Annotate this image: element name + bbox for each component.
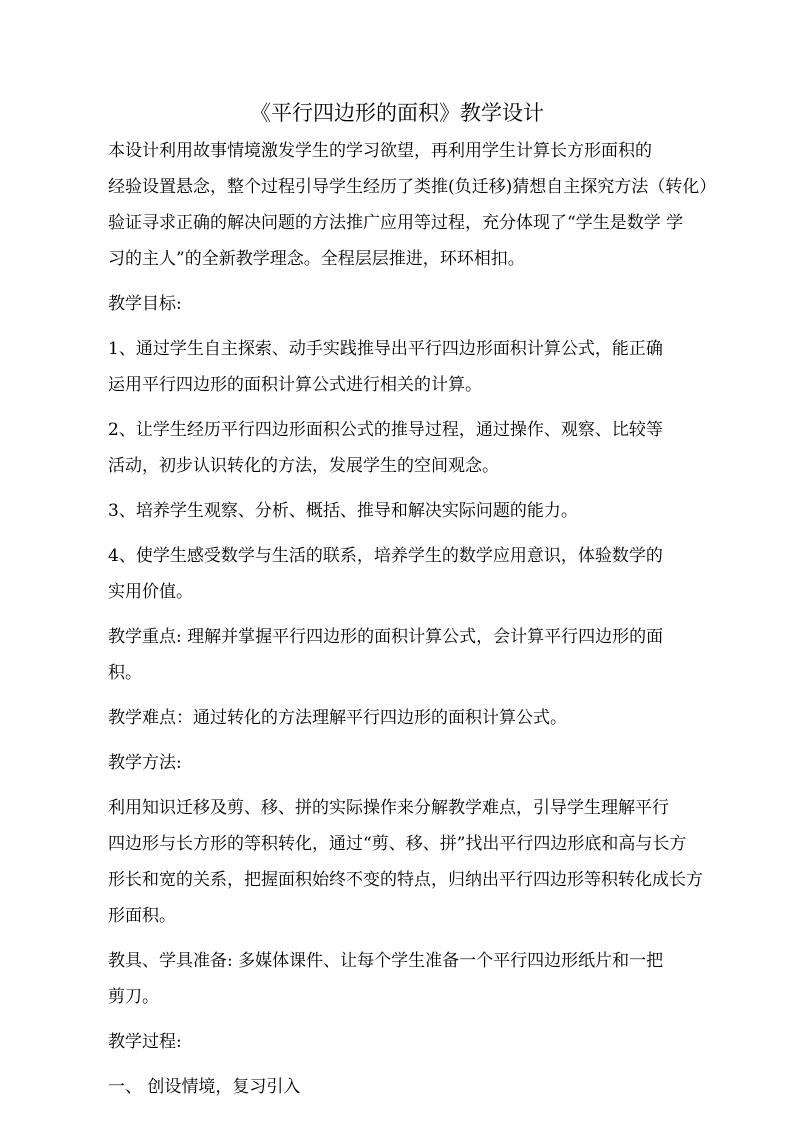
text-line: 2、让学生经历平行四边形面积公式的推导过程，通过操作、观察、比较等 (108, 420, 663, 440)
objective-2 (70, 412, 724, 484)
difficulty-paragraph (70, 700, 724, 736)
section-1-heading: 一、 创设情境，复习引入 (108, 1077, 301, 1097)
text-line: 剪刀。 (108, 987, 159, 1007)
objective-3 (70, 493, 724, 529)
text-line: 教学难点：通过转化的方法理解平行四边形的面积计算公式。 (108, 708, 567, 728)
objectives-heading: 教学目标: (108, 294, 182, 314)
intro-paragraph (70, 133, 724, 277)
objective-4 (70, 538, 724, 610)
text-line: 实用价值。 (108, 582, 193, 602)
text-line: 形面积。 (108, 906, 176, 926)
text-line: 活动，初步认识转化的方法，发展学生的空间观念。 (108, 456, 499, 476)
document-body (70, 133, 724, 1105)
document-title: 《平行四边形的面积》教学设计 (250, 101, 544, 125)
text-line: 利用知识迁移及剪、移、拼的实际操作来分解教学难点，引导学生理解平行 (108, 798, 669, 818)
materials-paragraph (70, 943, 724, 1015)
text-line: 积。 (108, 663, 142, 683)
key-point-paragraph (70, 619, 724, 691)
text-line: 3、培养学生观察、分析、概括、推导和解决实际问题的能力。 (108, 501, 578, 521)
text-line: 形长和宽的关系，把握面积始终不变的特点，归纳出平行四边形等积转化成长方 (108, 870, 703, 890)
text-line: 四边形与长方形的等积转化，通过“剪、移、拼”找出平行四边形底和高与长方 (108, 834, 687, 854)
text-line: 教学重点: 理解并掌握平行四边形的面积计算公式，会计算平行四边形的面 (108, 627, 664, 647)
methods-heading: 教学方法: (108, 753, 182, 773)
text-line: 运用平行四边形的面积计算公式进行相关的计算。 (108, 375, 482, 395)
text-line: 验证寻求正确的解决问题的方法推广应用等过程，充分体现了“学生是数学 学 (108, 213, 684, 233)
text-line: 教具、学具准备: 多媒体课件、让每个学生准备一个平行四边形纸片和一把 (108, 951, 664, 971)
text-line: 1、通过学生自主探索、动手实践推导出平行四边形面积计算公式，能正确 (108, 339, 663, 359)
text-line: 4、使学生感受数学与生活的联系，培养学生的数学应用意识，体验数学的 (108, 546, 663, 566)
text-line: 习的主人”的全新教学理念。全程层层推进，环环相扣。 (108, 249, 525, 269)
methods-paragraph (70, 790, 724, 934)
text-line: 本设计利用故事情境激发学生的学习欲望，再利用学生计算长方形面积的 (108, 141, 652, 161)
text-line: 经验设置悬念，整个过程引导学生经历了类推(负迁移)猜想自主探究方法（转化） (108, 177, 717, 197)
process-heading: 教学过程: (108, 1032, 182, 1052)
objective-1 (70, 331, 724, 403)
